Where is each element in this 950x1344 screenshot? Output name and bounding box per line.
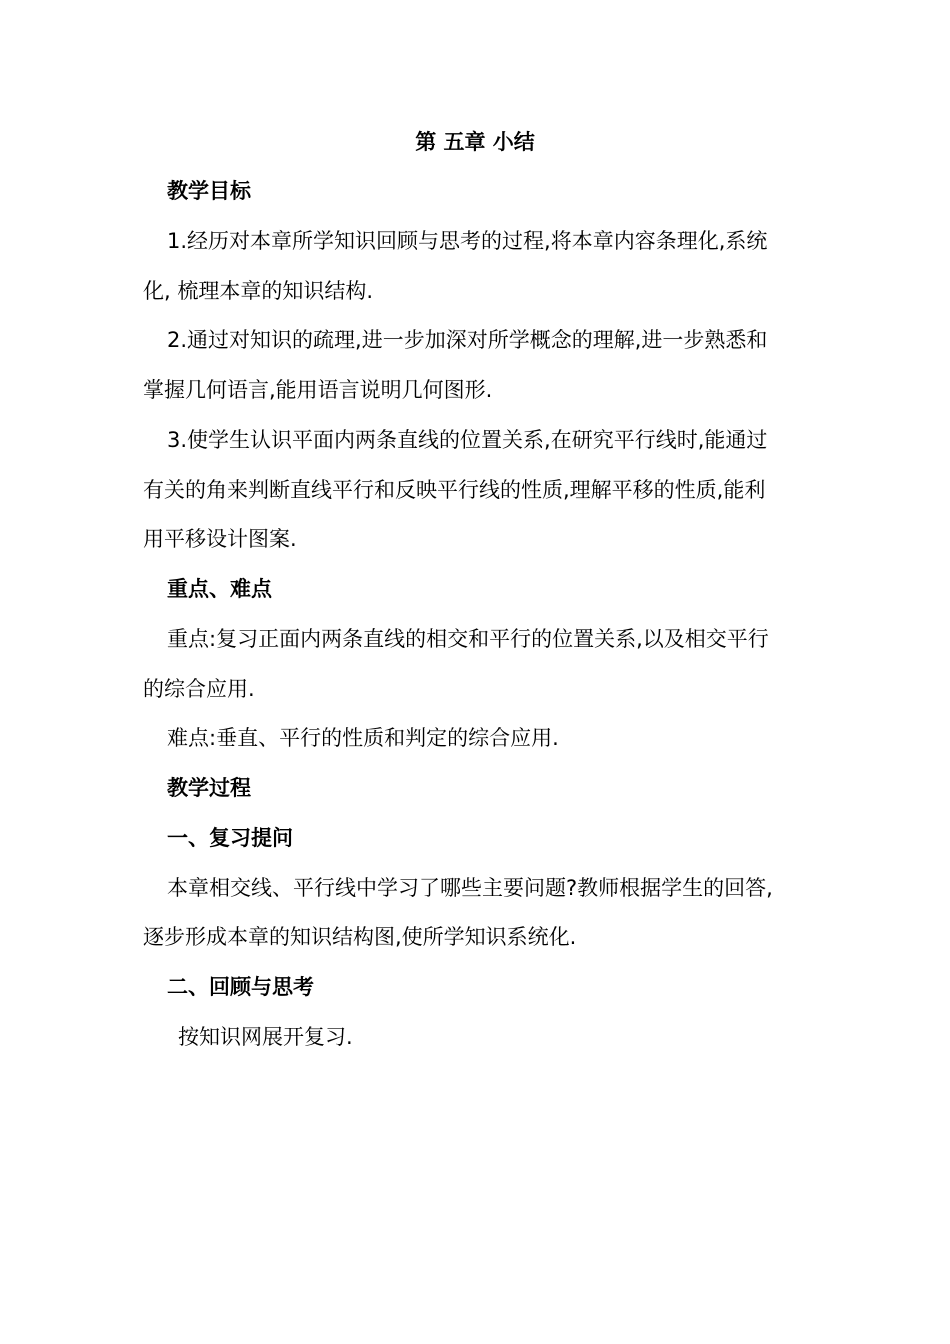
process-heading: 教学过程 [167, 776, 251, 800]
section-1-line-1: 本章相交线、平行线中学习了哪些主要问题?教师根据学生的回答, [167, 876, 773, 900]
objective-3-line-1: 3.使学生认识平面内两条直线的位置关系,在研究平行线时,能通过 [167, 428, 768, 452]
objective-1-line-2: 化, 梳理本章的知识结构. [143, 279, 374, 303]
focus-line-1: 重点:复习正面内两条直线的相交和平行的位置关系,以及相交平行 [167, 627, 769, 651]
section-2-text: 按知识网展开复习. [178, 1025, 353, 1049]
section-1-heading: 一、复习提问 [167, 826, 293, 850]
objective-3-line-3: 用平移设计图案. [143, 527, 297, 551]
objective-3-line-2: 有关的角来判断直线平行和反映平行线的性质,理解平移的性质,能利 [143, 478, 766, 502]
objective-2-line-1: 2.通过对知识的疏理,进一步加深对所学概念的理解,进一步熟悉和 [167, 328, 768, 352]
page-title: 第 五章 小结 [415, 130, 535, 154]
section-1-line-2: 逐步形成本章的知识结构图,使所学知识系统化. [143, 925, 577, 949]
objectives-heading: 教学目标 [167, 179, 251, 203]
section-2-heading: 二、回顾与思考 [167, 975, 314, 999]
objective-1-line-1: 1.经历对本章所学知识回顾与思考的过程,将本章内容条理化,系统 [167, 229, 768, 253]
key-points-heading: 重点、难点 [167, 577, 272, 601]
difficulty-text: 难点:垂直、平行的性质和判定的综合应用. [167, 726, 559, 750]
objective-2-line-2: 掌握几何语言,能用语言说明几何图形. [143, 378, 493, 402]
focus-line-2: 的综合应用. [143, 677, 255, 701]
